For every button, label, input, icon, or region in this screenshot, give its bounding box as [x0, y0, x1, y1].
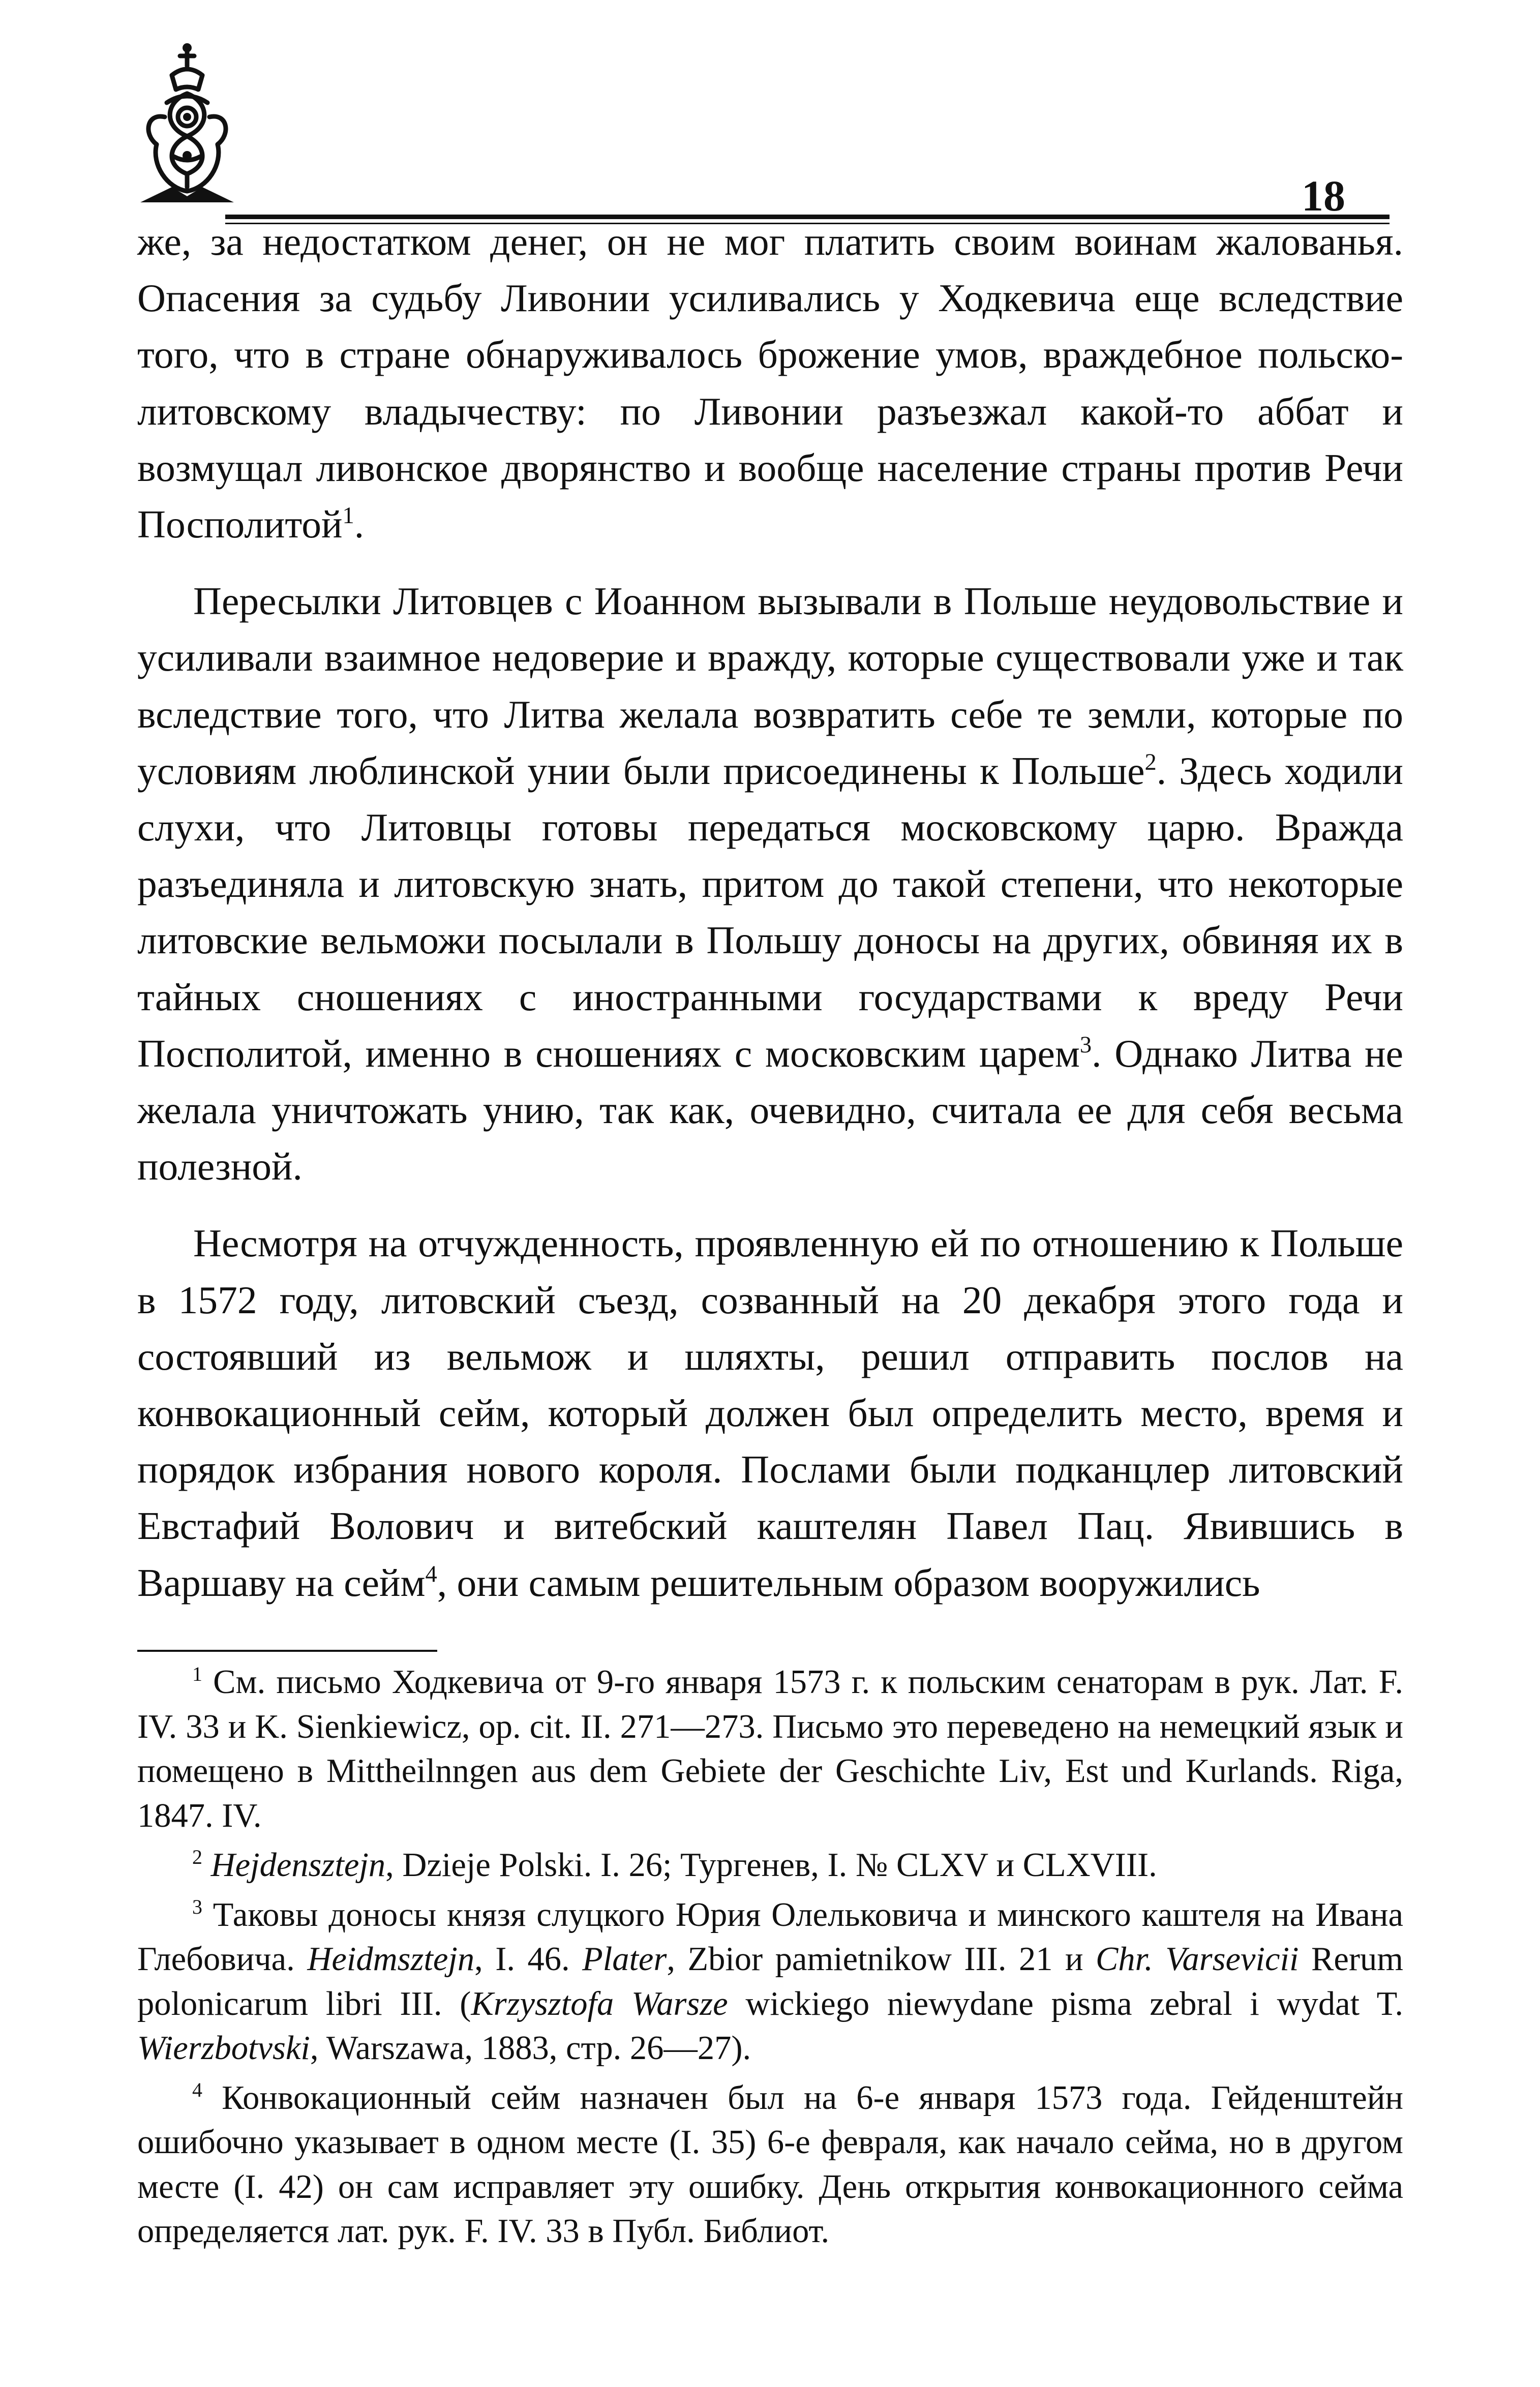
text-run: Несмотря на отчужденность, проявленную ей по отношению к Польше в 1572 году, литовский съезд, созванный на 20 декабря этого года и состоявший из вельмож и шляхты, решил отправить послов на конвокационный сейм, который должен был определить место, время и порядок избрания нового короля. Послами были подканцлер литовский Евстафий Волович и витебский каштелян Павел Пац. Явившись в Варшаву на сейм [137, 1221, 1403, 1605]
italic-text: Hejdensztejn [210, 1847, 386, 1884]
footnote [137, 1843, 1403, 1888]
text-run: . Здесь ходили слухи, что Литовцы готовы передаться московскому царю. Вражда разъединяла и литовскую знать, притом до такой степени, что некоторые литовские вельможи посылали в Польшу доносы на других, обвиняя их в тайных сношениях с иностранными государствами к вреду Речи Посполитой, именно в сношениях с московским царем [137, 748, 1403, 1075]
text-run: Пересылки Литовцев с Иоанном вызывали в Польше неудовольствие и усиливали взаимное недоверие и вражду, которые существовали уже и так вследствие того, что Литва желала возвратить себе те земли, которые по условиям люблинской унии были присоединены к Польше [137, 579, 1403, 793]
text-run [202, 1847, 211, 1884]
text-run: См. письмо Ходкевича от 9-го января 1573 г. к польским сенаторам в рук. Лат. F. IV. 33 и K. Sienkiewicz, op. cit. II. 271—273. Письмо это переведено на немецкий язык и помещено в Mittheilnngen aus dem Gebiete der Geschichte Liv, Est und Kurlands. Riga, 1847. IV. [137, 1664, 1403, 1834]
main-text [137, 214, 1403, 1611]
footnotes [137, 1660, 1403, 2259]
italic-text: Krzysztofa Warsze [471, 1985, 728, 2022]
text-run: Конвокационный сейм назначен был на 6-е января 1573 года. Гейденштейн ошибочно указывает в одном месте (I. 35) 6-е февраля, как начало сейма, но в другом месте (I. 42) он сам исправляет эту ошибку. День открытия конвокационного сейма определяется лат. рук. F. IV. 33 в Публ. Библиот. [137, 2079, 1403, 2250]
footnote-ref: 2 [1144, 749, 1157, 775]
text-run: , Dzieje Polski. I. 26; Тургенев, I. № CLXV и CLXVIII. [385, 1847, 1157, 1884]
text-run: , Warszawa, 1883, стр. 26—27). [310, 2030, 751, 2067]
footnote-ref: 3 [1079, 1032, 1092, 1058]
text-run: , Zbior pamietnikow III. 21 и [667, 1941, 1096, 1978]
footnote [137, 2076, 1403, 2254]
text-run: Rerum polonicarum libri III. ( [137, 1941, 1403, 2022]
text-run: Таковы доносы князя слуцкого Юрия Олельковича и минского каштеля на Ивана Глебовича. [137, 1896, 1403, 1978]
text-run: , они самым решительным образом вооружились [437, 1560, 1260, 1605]
footnote-ref: 4 [192, 2078, 202, 2101]
body-paragraph [137, 214, 1403, 553]
page-number: 18 [1302, 171, 1345, 220]
footnote-ref: 1 [192, 1663, 202, 1686]
footnote-separator [137, 1650, 437, 1652]
page-header [136, 41, 1402, 234]
footnote [137, 1660, 1403, 1838]
italic-text: Plater [582, 1941, 667, 1978]
heraldic-emblem-icon [136, 41, 238, 203]
text-run: , I. 46. [474, 1941, 583, 1978]
footnote-ref: 3 [192, 1895, 202, 1918]
footnote-ref: 4 [425, 1561, 437, 1587]
text-run: же, за недостатком денег, он не мог платить своим воинам жалованья. Опасения за судьбу Ливонии усиливались у Ходкевича еще вследствие того, что в стране обнаруживалось брожение умов, враждебное польско-литовскому владычеству: по Ливонии разъезжал какой-то аббат и возмущал ливонское дворянство и вообще население страны против Речи Посполитой [137, 220, 1403, 547]
italic-text: Chr. Varsevicii [1096, 1941, 1299, 1978]
footnote-ref: 2 [192, 1846, 202, 1869]
body-paragraph [137, 573, 1403, 1195]
body-paragraph [137, 1215, 1403, 1611]
footnote-ref: 1 [342, 503, 354, 529]
italic-text: Heidmsztejn [307, 1941, 475, 1978]
text-run: . Однако Литва не желала уничтожать унию, так как, очевидно, считала ее для себя весьма полезной. [137, 1031, 1403, 1189]
text-run: . [354, 502, 365, 547]
italic-text: Wierzbotvski [137, 2030, 310, 2067]
footnote [137, 1893, 1403, 2071]
text-run: wickiego niewydane pisma zebral i wydat T. [728, 1985, 1403, 2022]
